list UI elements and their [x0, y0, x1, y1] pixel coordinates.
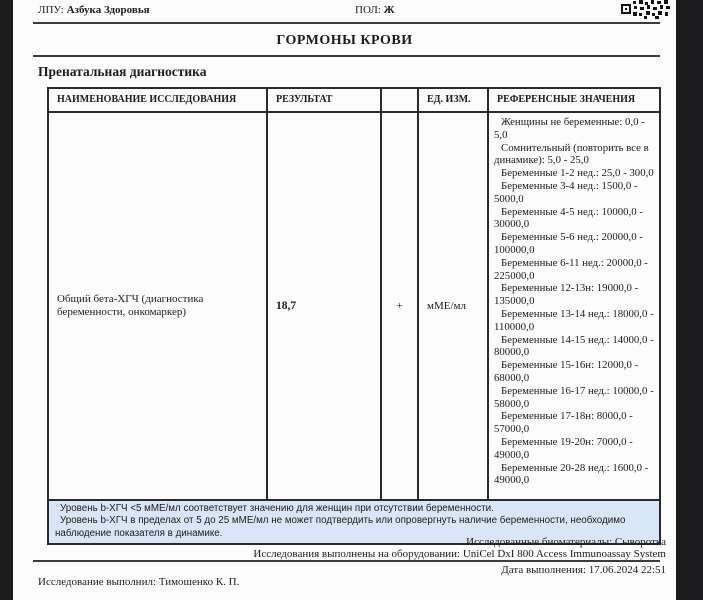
- reference-range-item: Беременные 6-11 нед.: 20000,0 - 225000,0: [494, 256, 648, 282]
- result-value-cell: 18,7: [268, 113, 382, 499]
- equipment-value: UniCel DxI 800 Access Immunoassay System: [462, 548, 666, 560]
- reference-range-item: Беременные 1-2 нед.: 25,0 - 300,0: [501, 167, 654, 180]
- reference-range-item: Беременные 16-17 нед.: 10000,0 - 58000,0: [494, 384, 654, 410]
- note-line: Уровень b-ХГЧ <5 мМЕ/мл соответствует значению для женщин при отсутствии беременности.: [60, 503, 494, 514]
- footer-divider: [33, 560, 660, 562]
- column-header-result: РЕЗУЛЬТАТ: [268, 89, 382, 111]
- header-divider-bottom: [33, 55, 660, 57]
- sex-value: Ж: [383, 4, 395, 16]
- reference-range-item: Сомнительный (повторить все в динамике): 5,0 - 25,0: [494, 141, 649, 167]
- reference-range-item: Беременные 15-16н: 12000,0 - 68000,0: [494, 359, 639, 384]
- reference-range-item: Беременные 13-14 нед.: 18000,0 - 110000,0: [494, 307, 654, 333]
- column-header-name: НАИМЕНОВАНИЕ ИССЛЕДОВАНИЯ: [49, 89, 268, 111]
- reference-range-item: Беременные 5-6 нед.: 20000,0 - 100000,0: [494, 231, 643, 256]
- qr-code-icon: [620, 0, 672, 19]
- unit-cell: мМЕ/мл: [419, 113, 489, 499]
- reference-range-item: Беременные 4-5 нед.: 10000,0 - 30000,0: [494, 205, 643, 231]
- reference-values-cell: [489, 113, 659, 499]
- header-divider-top: [33, 22, 660, 24]
- sex-field: [355, 4, 395, 16]
- date-label: Дата выполнения:: [501, 564, 586, 576]
- biomaterial-line: [466, 536, 666, 548]
- equipment-line: [253, 548, 666, 560]
- column-header-reference: РЕФЕРЕНСНЫЕ ЗНАЧЕНИЯ: [497, 94, 636, 105]
- lab-report-page: [13, 0, 676, 600]
- executor-label: Исследование выполнил:: [38, 576, 157, 588]
- table-header-row: [49, 89, 659, 113]
- reference-range-item: Беременные 20-28 нед.: 1600,0 - 49000,0: [494, 461, 649, 487]
- lpu-label: ЛПУ:: [38, 4, 64, 16]
- page-title: ГОРМОНЫ КРОВИ: [276, 33, 413, 48]
- flag-cell: +: [382, 113, 419, 499]
- reference-range-item: Беременные 14-15 нед.: 14000,0 - 80000,0: [494, 333, 654, 359]
- reference-range-item: Женщины не беременные: 0,0 - 5,0: [494, 116, 645, 141]
- date-value: 17.06.2024 22:51: [588, 564, 666, 576]
- reference-range-item: Беременные 12-13н: 19000,0 - 135000,0: [494, 282, 639, 308]
- table-row: [49, 113, 659, 499]
- executor-value: Тимошенко К. П.: [158, 576, 240, 588]
- results-table: [47, 87, 661, 545]
- lpu-field: [38, 4, 150, 16]
- section-title: Пренатальная диагностика: [38, 64, 207, 79]
- executor-line: [38, 576, 239, 588]
- sex-label: ПОЛ:: [355, 4, 381, 16]
- reference-range-item: Беременные 19-20н: 7000,0 - 49000,0: [494, 435, 633, 461]
- biomaterial-value: Сыворотка: [614, 536, 666, 548]
- reference-range-item: Беременные 3-4 нед.: 1500,0 - 5000,0: [494, 179, 638, 205]
- date-line: [501, 564, 666, 576]
- column-header-unit: ЕД. ИЗМ.: [419, 89, 489, 111]
- equipment-label: Исследования выполнены на оборудовании:: [253, 548, 461, 560]
- test-name-cell: Общий бета-ХГЧ (диагностика беременности, онкомаркер): [49, 113, 268, 499]
- column-header-flag: [382, 89, 419, 111]
- lpu-value: Азбука Здоровья: [66, 4, 150, 16]
- reference-range-item: Беременные 17-18н: 8000,0 - 57000,0: [494, 410, 633, 436]
- biomaterial-label: Исследованные биоматериалы:: [466, 536, 613, 548]
- note-line: Уровень b-ХГЧ в пределах от 5 до 25 мМЕ/мл не может подтвердить или опровергнуть наличие беременности, необходимо наблюдение показателя в динамике.: [55, 515, 626, 539]
